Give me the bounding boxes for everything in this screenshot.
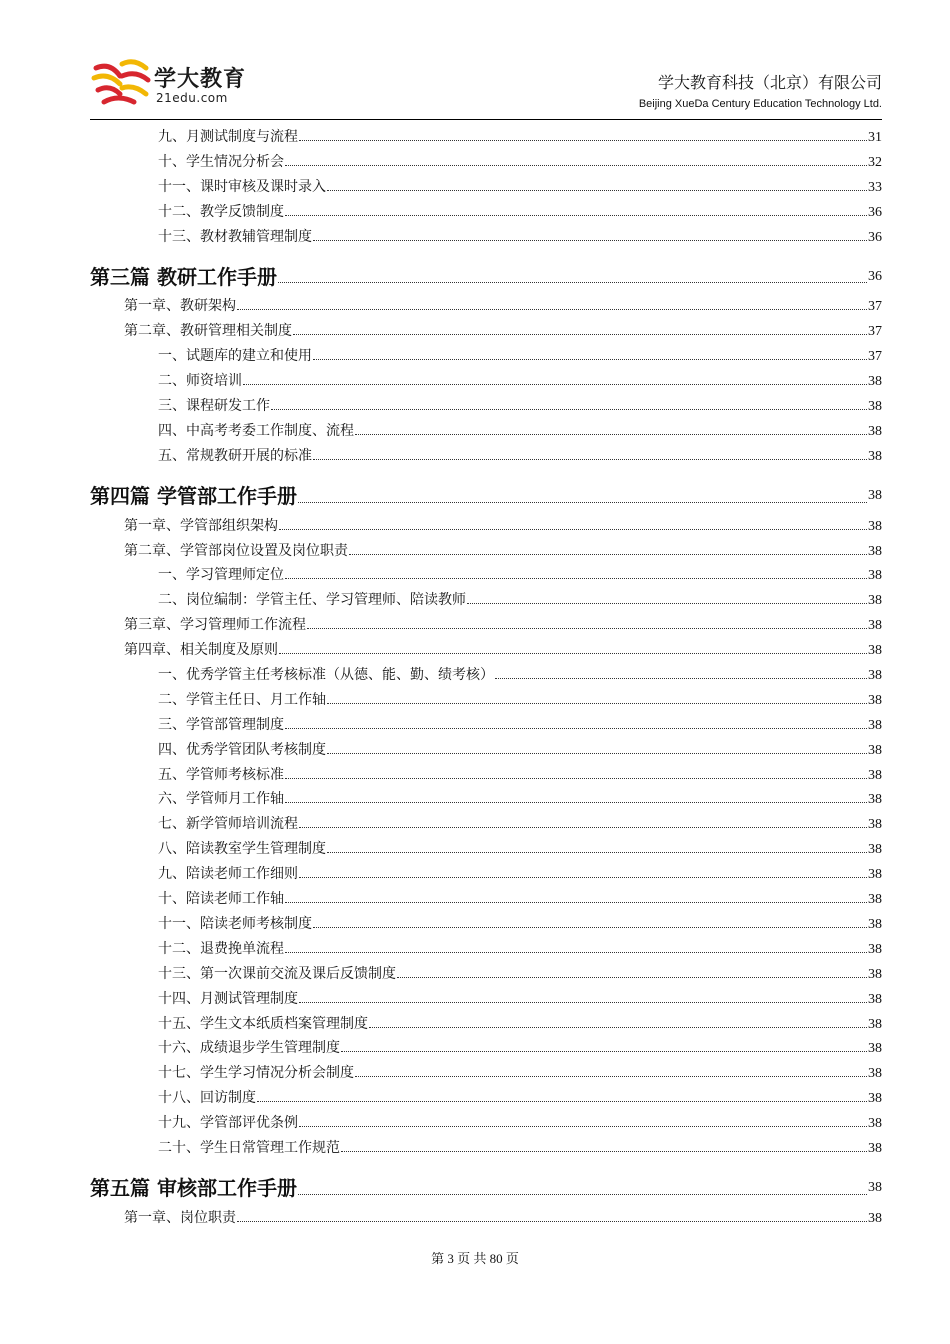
toc-page-number: 38 bbox=[868, 1041, 882, 1057]
toc-entry-title: 七、新学管师培训流程 bbox=[158, 816, 298, 833]
toc-entry[interactable] bbox=[90, 563, 882, 588]
toc-dot-leader bbox=[237, 1221, 867, 1222]
toc-entry[interactable] bbox=[90, 539, 882, 564]
toc-entry[interactable] bbox=[90, 763, 882, 788]
toc-entry[interactable] bbox=[90, 1086, 882, 1111]
toc-entry[interactable] bbox=[90, 444, 882, 469]
logo-stroke bbox=[94, 76, 120, 84]
toc-page-number: 38 bbox=[868, 1016, 882, 1032]
logo-stroke bbox=[122, 87, 146, 94]
toc-page-number: 38 bbox=[868, 1091, 882, 1107]
page-footer: 第 3 页 共 80 页 bbox=[431, 1251, 519, 1266]
toc-entry-title: 三、学管部管理制度 bbox=[158, 716, 284, 733]
toc-entry[interactable] bbox=[90, 1012, 882, 1037]
toc-page-number: 38 bbox=[868, 568, 882, 584]
toc-page-number: 38 bbox=[868, 1179, 882, 1195]
header-divider bbox=[90, 119, 882, 120]
logo-stroke bbox=[122, 74, 148, 80]
toc-entry-title: 第一章、教研架构 bbox=[124, 298, 236, 315]
toc-page-number: 38 bbox=[868, 742, 882, 758]
toc-entry-title: 一、学习管理师定位 bbox=[158, 567, 284, 584]
toc-page-number: 38 bbox=[868, 1210, 882, 1226]
toc-entry[interactable] bbox=[90, 663, 882, 688]
toc-dot-leader bbox=[327, 703, 867, 704]
toc-entry[interactable] bbox=[90, 613, 882, 638]
toc-entry-title: 五、常规教研开展的标准 bbox=[158, 447, 312, 464]
toc-dot-leader bbox=[279, 653, 867, 654]
toc-page-number: 38 bbox=[868, 423, 882, 439]
toc-entry[interactable] bbox=[90, 738, 882, 763]
toc-dot-leader bbox=[349, 554, 867, 555]
toc-page-number: 38 bbox=[868, 518, 882, 534]
toc-part-entry[interactable] bbox=[90, 249, 882, 294]
toc-entry[interactable] bbox=[90, 713, 882, 738]
toc-page-number: 37 bbox=[868, 299, 882, 315]
toc-dot-leader bbox=[278, 282, 867, 283]
toc-entry[interactable] bbox=[90, 787, 882, 812]
table-of-contents bbox=[90, 125, 882, 1231]
toc-page-number: 38 bbox=[868, 593, 882, 609]
toc-entry[interactable] bbox=[90, 175, 882, 200]
toc-page-number: 38 bbox=[868, 668, 882, 684]
toc-dot-leader bbox=[285, 778, 867, 779]
toc-dot-leader bbox=[355, 1076, 867, 1077]
toc-entry[interactable] bbox=[90, 225, 882, 250]
page-header bbox=[90, 50, 882, 120]
toc-page-number: 38 bbox=[868, 817, 882, 833]
toc-dot-leader bbox=[467, 603, 867, 604]
toc-entry-title: 十五、学生文本纸质档案管理制度 bbox=[158, 1015, 368, 1032]
toc-entry[interactable] bbox=[90, 1111, 882, 1136]
toc-dot-leader bbox=[285, 578, 867, 579]
toc-entry[interactable] bbox=[90, 394, 882, 419]
toc-entry-title: 九、月测试制度与流程 bbox=[158, 129, 298, 145]
toc-entry[interactable] bbox=[90, 862, 882, 887]
toc-entry-title: 十六、成绩退步学生管理制度 bbox=[158, 1040, 340, 1057]
toc-page-number: 32 bbox=[868, 154, 882, 170]
toc-dot-leader bbox=[298, 502, 867, 503]
toc-page-number: 38 bbox=[868, 1066, 882, 1082]
toc-entry-title: 十四、月测试管理制度 bbox=[158, 990, 298, 1007]
toc-entry-title: 第四篇 学管部工作手册 bbox=[90, 483, 297, 508]
toc-page-number: 38 bbox=[868, 643, 882, 659]
toc-dot-leader bbox=[271, 409, 867, 410]
toc-dot-leader bbox=[341, 1051, 867, 1052]
toc-page-number: 38 bbox=[868, 374, 882, 390]
toc-dot-leader bbox=[307, 628, 867, 629]
company-logo bbox=[90, 54, 290, 110]
toc-dot-leader bbox=[257, 1101, 867, 1102]
toc-page-number: 38 bbox=[868, 842, 882, 858]
toc-dot-leader bbox=[327, 753, 867, 754]
toc-page-number: 38 bbox=[868, 966, 882, 982]
toc-entry-title: 十、陪读老师工作轴 bbox=[158, 891, 284, 908]
toc-page-number: 38 bbox=[868, 792, 882, 808]
toc-entry[interactable] bbox=[90, 1036, 882, 1061]
toc-page-number: 38 bbox=[868, 991, 882, 1007]
toc-page-number: 38 bbox=[868, 892, 882, 908]
toc-dot-leader bbox=[299, 877, 867, 878]
toc-dot-leader bbox=[495, 678, 867, 679]
toc-entry[interactable] bbox=[90, 962, 882, 987]
toc-entry-title: 第四章、相关制度及原则 bbox=[124, 642, 278, 659]
toc-dot-leader bbox=[237, 309, 867, 310]
logo-stroke bbox=[98, 88, 120, 94]
toc-dot-leader bbox=[299, 1126, 867, 1127]
toc-page-number: 38 bbox=[868, 618, 882, 634]
toc-entry-title: 十三、教材教辅管理制度 bbox=[158, 228, 312, 245]
toc-page-number: 38 bbox=[868, 717, 882, 733]
toc-entry-title: 九、陪读老师工作细则 bbox=[158, 866, 298, 883]
toc-page-number: 37 bbox=[868, 324, 882, 340]
toc-entry[interactable] bbox=[90, 688, 882, 713]
toc-dot-leader bbox=[285, 215, 867, 216]
toc-part-entry[interactable] bbox=[90, 469, 882, 514]
toc-page-number: 38 bbox=[868, 692, 882, 708]
toc-dot-leader bbox=[285, 165, 867, 166]
toc-entry[interactable] bbox=[90, 319, 882, 344]
toc-entry-title: 六、学管师月工作轴 bbox=[158, 791, 284, 808]
toc-entry-title: 四、中高考考委工作制度、流程 bbox=[158, 422, 354, 439]
toc-dot-leader bbox=[243, 384, 867, 385]
toc-dot-leader bbox=[327, 190, 867, 191]
toc-entry[interactable] bbox=[90, 987, 882, 1012]
toc-entry-title: 十一、课时审核及课时录入 bbox=[158, 178, 326, 195]
toc-entry-title: 第一章、岗位职责 bbox=[124, 1209, 236, 1226]
toc-entry[interactable] bbox=[90, 638, 882, 663]
toc-dot-leader bbox=[299, 1002, 867, 1003]
toc-page-number: 38 bbox=[868, 448, 882, 464]
logo-stroke bbox=[104, 98, 134, 102]
toc-page-number: 38 bbox=[868, 767, 882, 783]
toc-entry-title: 十二、教学反馈制度 bbox=[158, 203, 284, 220]
toc-entry-title: 五、学管师考核标准 bbox=[158, 766, 284, 783]
toc-entry[interactable] bbox=[90, 150, 882, 175]
toc-entry-title: 十九、学管部评优条例 bbox=[158, 1115, 298, 1132]
toc-entry-title: 十二、退费挽单流程 bbox=[158, 940, 284, 957]
toc-entry-title: 十一、陪读老师考核制度 bbox=[158, 915, 312, 932]
toc-dot-leader bbox=[397, 977, 867, 978]
toc-dot-leader bbox=[313, 359, 867, 360]
toc-dot-leader bbox=[341, 1151, 867, 1152]
toc-page-number: 36 bbox=[868, 204, 882, 220]
toc-entry-title: 十七、学生学习情况分析会制度 bbox=[158, 1065, 354, 1082]
toc-dot-leader bbox=[327, 852, 867, 853]
toc-dot-leader bbox=[285, 728, 867, 729]
toc-entry-title: 第一章、学管部组织架构 bbox=[124, 517, 278, 534]
toc-entry-title: 二、岗位编制：学管主任、学习管理师、陪读教师 bbox=[158, 592, 466, 609]
toc-page-number: 36 bbox=[868, 268, 882, 284]
toc-entry-title: 二、学管主任日、月工作轴 bbox=[158, 691, 326, 708]
toc-entry-title: 第二章、教研管理相关制度 bbox=[124, 323, 292, 340]
toc-entry[interactable] bbox=[90, 937, 882, 962]
toc-page-number: 36 bbox=[868, 229, 882, 245]
toc-entry[interactable] bbox=[90, 588, 882, 613]
toc-entry[interactable] bbox=[90, 294, 882, 319]
toc-entry-title: 二十、学生日常管理工作规范 bbox=[158, 1139, 340, 1156]
toc-entry[interactable] bbox=[90, 344, 882, 369]
toc-dot-leader bbox=[355, 434, 867, 435]
toc-entry[interactable] bbox=[90, 912, 882, 937]
toc-entry[interactable] bbox=[90, 1136, 882, 1161]
toc-entry-title: 十三、第一次课前交流及课后反馈制度 bbox=[158, 965, 396, 982]
toc-entry-title: 八、陪读教室学生管理制度 bbox=[158, 841, 326, 858]
toc-entry[interactable] bbox=[90, 887, 882, 912]
toc-page-number: 38 bbox=[868, 399, 882, 415]
toc-entry-title: 二、师资培训 bbox=[158, 373, 242, 390]
toc-entry[interactable] bbox=[90, 1206, 882, 1231]
logo-text: 学大教育 bbox=[154, 67, 247, 92]
toc-entry-title: 一、优秀学管主任考核标准（从德、能、勤、绩考核） bbox=[158, 667, 494, 684]
toc-page-number: 38 bbox=[868, 867, 882, 883]
toc-dot-leader bbox=[293, 334, 867, 335]
toc-entry-title: 第二章、学管部岗位设置及岗位职责 bbox=[124, 542, 348, 559]
toc-page-number: 38 bbox=[868, 543, 882, 559]
toc-page-number: 38 bbox=[868, 1140, 882, 1156]
toc-page-number: 37 bbox=[868, 349, 882, 365]
toc-dot-leader bbox=[285, 802, 867, 803]
toc-dot-leader bbox=[369, 1027, 867, 1028]
company-name-en: Beijing XueDa Century Education Technology Ltd. bbox=[638, 98, 882, 110]
toc-entry-title: 一、试题库的建立和使用 bbox=[158, 348, 312, 365]
toc-page-number: 38 bbox=[868, 941, 882, 957]
toc-entry-title: 三、课程研发工作 bbox=[158, 398, 270, 415]
toc-part-entry[interactable] bbox=[90, 1161, 882, 1206]
toc-entry[interactable] bbox=[90, 514, 882, 539]
toc-page-number: 38 bbox=[868, 1116, 882, 1132]
logo-mark-icon bbox=[90, 54, 152, 110]
toc-entry[interactable] bbox=[90, 812, 882, 837]
toc-entry[interactable] bbox=[90, 837, 882, 862]
toc-entry[interactable] bbox=[90, 1061, 882, 1086]
logo-domain: 21edu.com bbox=[156, 91, 228, 105]
toc-dot-leader bbox=[313, 240, 867, 241]
toc-entry-title: 第三篇 教研工作手册 bbox=[90, 264, 277, 289]
toc-page-number: 38 bbox=[868, 916, 882, 932]
toc-dot-leader bbox=[298, 1194, 867, 1195]
toc-entry[interactable] bbox=[90, 419, 882, 444]
toc-page-number: 33 bbox=[868, 179, 882, 195]
company-name-block bbox=[639, 70, 882, 110]
toc-page-number: 31 bbox=[868, 130, 882, 145]
toc-entry[interactable] bbox=[90, 200, 882, 225]
toc-dot-leader bbox=[299, 827, 867, 828]
toc-page-number: 38 bbox=[868, 487, 882, 503]
toc-entry-title: 十、学生情况分析会 bbox=[158, 153, 284, 170]
toc-dot-leader bbox=[299, 140, 867, 141]
toc-entry-title: 四、优秀学管团队考核制度 bbox=[158, 741, 326, 758]
toc-dot-leader bbox=[313, 927, 867, 928]
company-name-cn: 学大教育科技（北京）有限公司 bbox=[657, 73, 882, 92]
toc-entry-title: 第三章、学习管理师工作流程 bbox=[124, 617, 306, 634]
toc-entry[interactable] bbox=[90, 125, 882, 150]
toc-dot-leader bbox=[285, 952, 867, 953]
toc-dot-leader bbox=[285, 902, 867, 903]
toc-entry-title: 第五篇 审核部工作手册 bbox=[90, 1175, 297, 1200]
toc-entry-title: 十八、回访制度 bbox=[158, 1090, 256, 1107]
logo-stroke bbox=[122, 62, 146, 68]
toc-dot-leader bbox=[279, 529, 867, 530]
toc-dot-leader bbox=[313, 459, 867, 460]
toc-entry[interactable] bbox=[90, 369, 882, 394]
